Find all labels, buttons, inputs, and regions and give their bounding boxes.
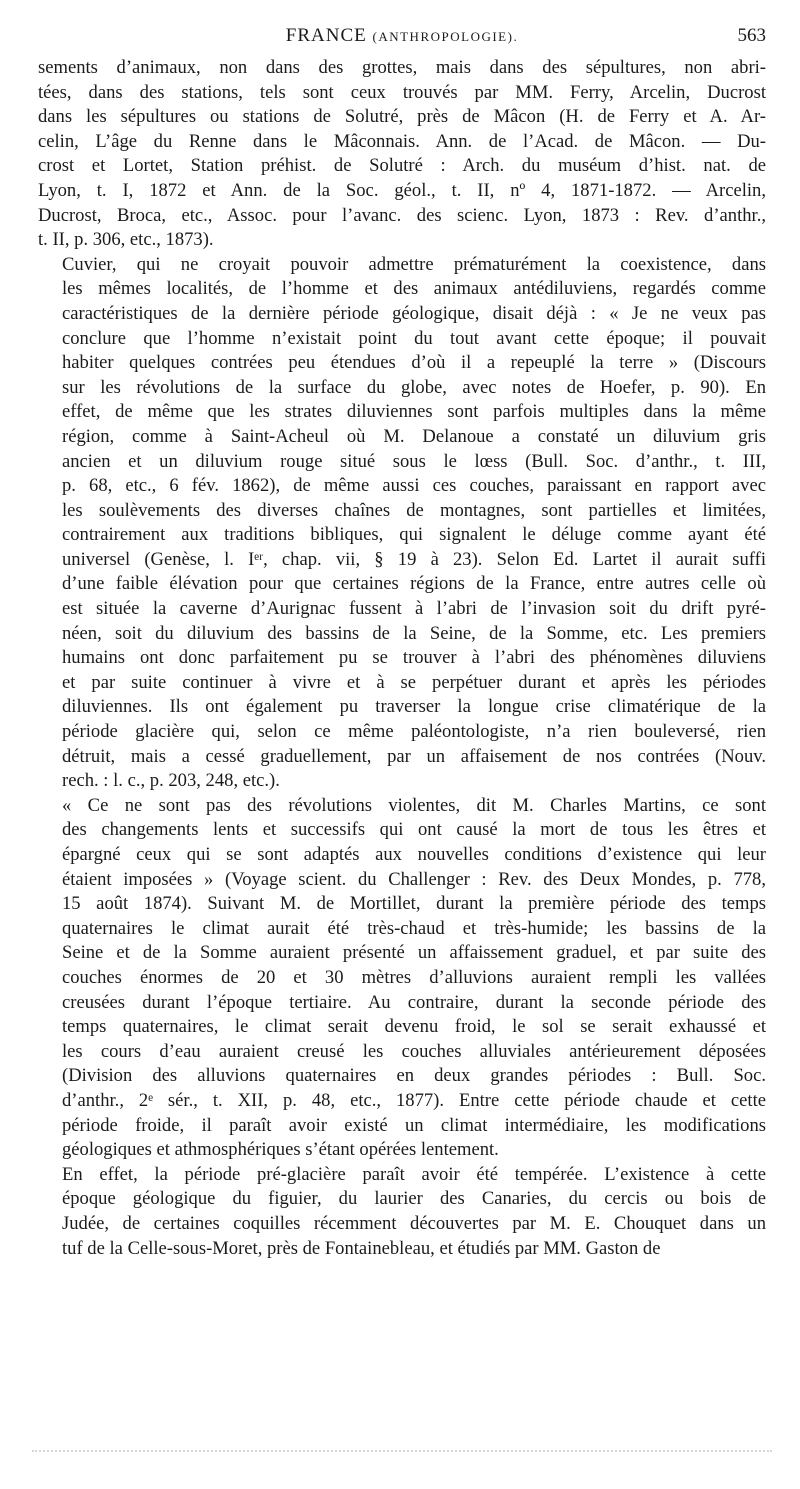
body-text — [38, 56, 766, 1261]
text-line: période glacière qui, selon ce même paléontologiste, n’a rien bouleversé, rien — [62, 721, 766, 743]
text-line: temps quaternaires, le climat serait devenu froid, le sol se serait exhaussé et — [62, 1016, 766, 1038]
text-line: Seine et de la Somme auraient présenté un affaissement graduel, et par suite des — [62, 942, 766, 964]
text-line: p. 68, etc., 6 fév. 1862), de même aussi ces couches, paraissant en rapport avec — [62, 475, 766, 497]
text-line: dans les sépultures ou stations de Solutré, près de Mâcon (H. de Ferry et A. Ar- — [38, 106, 766, 128]
text-line: des changements lents et successifs qui ont causé la mort de tous les êtres et — [62, 819, 766, 841]
header-title: FRANCE — [285, 25, 367, 46]
text-line: 15 août 1874). Suivant M. de Mortillet, durant la première période des temps — [62, 893, 766, 915]
text-line: étaient imposées » (Voyage scient. du Challenger : Rev. des Deux Mondes, p. 778, — [62, 868, 766, 890]
text-line: d’anthr., 2ᵉ sér., t. XII, p. 48, etc., 1877). Entre cette période chaude et cette — [62, 1089, 766, 1111]
text-line: géologiques et athmosphériques s’étant opérées lentement. — [62, 1139, 499, 1161]
text-line: tées, dans des stations, tels sont ceux trouvés par MM. Ferry, Arcelin, Ducrost — [38, 81, 766, 103]
text-line: universel (Genèse, l. Iᵉʳ, chap. vii, § 19 à 23). Selon Ed. Lartet il aurait suffi — [62, 548, 766, 570]
text-line: Judée, de certaines coquilles récemment découvertes par M. E. Chouquet dans un — [62, 1212, 766, 1234]
text-line: conclure que l’homme n’existait point du tout avant cette époque; il pouvait — [62, 327, 766, 349]
paragraph — [38, 1163, 766, 1261]
text-line: tuf de la Celle-sous-Moret, près de Fontainebleau, et étudiés par MM. Gaston de — [62, 1237, 661, 1259]
text-line: celin, L’âge du Renne dans le Mâconnais. Ann. de l’Acad. de Mâcon. — Du- — [38, 130, 766, 152]
text-line: et par suite continuer à vivre et à se perpétuer durant et après les périodes — [62, 671, 766, 693]
header-title-block — [38, 24, 766, 50]
text-line: époque géologique du figuier, du laurier des Canaries, du cercis ou bois de — [62, 1188, 766, 1210]
text-line: d’une faible élévation pour que certaines régions de la France, entre autres celle où — [62, 573, 766, 595]
text-line: Lyon, t. I, 1872 et Ann. de la Soc. géol., t. II, nº 4, 1871-1872. — Arcelin, — [38, 179, 766, 201]
text-line: « Ce ne sont pas des révolutions violentes, dit M. Charles Martins, ce sont — [62, 794, 766, 816]
text-line: habiter quelques contrées peu étendues d’où il a repeuplé la terre » (Discours — [62, 352, 766, 374]
text-line: (Division des alluvions quaternaires en deux grandes périodes : Bull. Soc. — [62, 1065, 766, 1087]
text-line: humains ont donc parfaitement pu se trouver à l’abri des phénomènes diluviens — [62, 647, 766, 669]
text-line: quaternaires le climat aurait été très-chaud et très-humide; les bassins de la — [62, 917, 766, 939]
text-line: t. II, p. 306, etc., 1873). — [38, 229, 214, 251]
text-line: épargné ceux qui se sont adaptés aux nouvelles conditions d’existence qui leur — [62, 844, 766, 865]
text-line: En effet, la période pré-glacière paraît avoir été tempérée. L’existence à cette — [62, 1163, 766, 1185]
paragraph — [38, 56, 766, 253]
text-line: période froide, il paraît avoir existé un climat intermédiaire, les modifications — [62, 1114, 766, 1136]
header-subtitle: (ANTHROPOLOGIE). — [372, 29, 519, 44]
text-line: région, comme à Saint-Acheul où M. Delanoue a constaté un diluvium gris — [62, 425, 766, 447]
page-number: 563 — [737, 25, 766, 46]
text-line: sur les révolutions de la surface du globe, avec notes de Hoefer, p. 90). En — [62, 376, 766, 398]
text-line: néen, soit du diluvium des bassins de la Seine, de la Somme, etc. Les premiers — [62, 622, 766, 644]
paragraph — [38, 253, 766, 794]
bottom-dot-rule — [32, 1450, 772, 1456]
text-line: les cours d’eau auraient creusé les couches alluviales antérieurement déposées — [62, 1040, 766, 1062]
text-line: Cuvier, qui ne croyait pouvoir admettre prématurément la coexistence, dans — [62, 253, 766, 275]
text-line: caractéristiques de la dernière période géologique, disait déjà : « Je ne veux pas — [62, 302, 766, 324]
running-header — [38, 24, 766, 50]
text-line: détruit, mais a cessé graduellement, par un affaisement de nos contrées (Nouv. — [62, 745, 766, 767]
text-line: crost et Lortet, Station préhist. de Solutré : Arch. du muséum d’hist. nat. de — [38, 155, 766, 177]
text-line: ancien et un diluvium rouge situé sous le lœss (Bull. Soc. d’anthr., t. III, — [62, 450, 766, 472]
paragraph — [38, 794, 766, 1163]
text-line: effet, de même que les strates diluviennes sont parfois multiples dans la même — [62, 401, 766, 423]
text-line: couches énormes de 20 et 30 mètres d’alluvions auraient rempli les vallées — [62, 966, 766, 988]
text-line: Ducrost, Broca, etc., Assoc. pour l’avanc. des scienc. Lyon, 1873 : Rev. d’anthr., — [38, 204, 766, 226]
text-line: creusées durant l’époque tertiaire. Au contraire, durant la seconde période des — [62, 991, 766, 1013]
text-line: les soulèvements des diverses chaînes de montagnes, sont partielles et limitées, — [62, 499, 766, 521]
document-page — [38, 24, 766, 1261]
text-line: contrairement aux traditions bibliques, qui signalent le déluge comme ayant été — [62, 524, 766, 546]
text-line: est située la caverne d’Aurignac fussent à l’abri de l’invasion soit du drift pyré- — [62, 598, 766, 620]
text-line: diluviennes. Ils ont également pu traverser la longue crise climatérique de la — [62, 696, 766, 718]
text-line: sements d’animaux, non dans des grottes, mais dans des sépultures, non abri- — [38, 57, 766, 78]
text-line: les mêmes localités, de l’homme et des animaux antédiluviens, regardés comme — [62, 278, 766, 300]
text-line: rech. : l. c., p. 203, 248, etc.). — [62, 770, 280, 792]
